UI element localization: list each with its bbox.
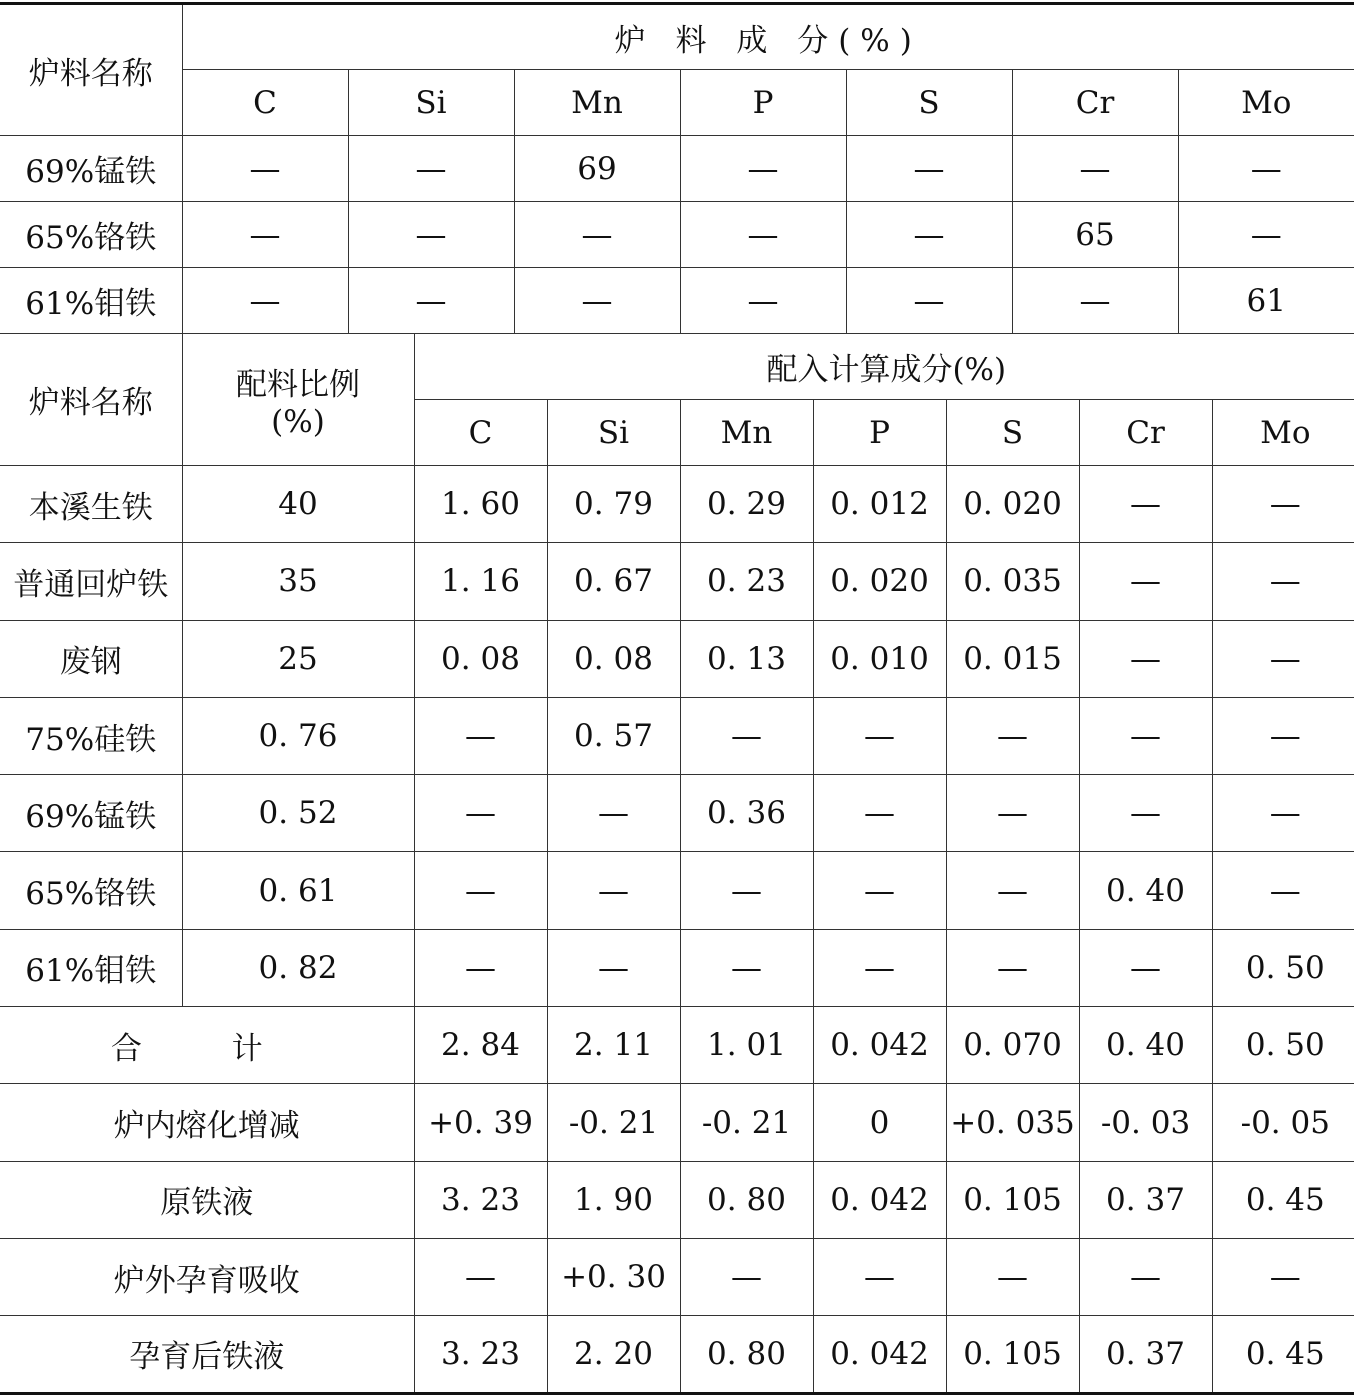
cell: 0. 40 [1079, 1007, 1212, 1084]
cell: — [680, 929, 813, 1006]
table-row [0, 466, 1354, 543]
cell: 0. 08 [414, 620, 547, 697]
cell: — [547, 852, 680, 929]
cell: — [348, 268, 514, 334]
cell: — [514, 268, 680, 334]
cell: 2. 84 [414, 1007, 547, 1084]
cell: — [680, 136, 846, 202]
cell: — [1212, 543, 1354, 620]
row-name: 75%硅铁 [0, 697, 182, 774]
cell: — [946, 852, 1079, 929]
cell: — [813, 1238, 946, 1315]
cell: — [1079, 1238, 1212, 1315]
cell: 2. 20 [547, 1316, 680, 1393]
cell: — [414, 852, 547, 929]
cell: — [813, 929, 946, 1006]
cell: 0. 035 [946, 543, 1079, 620]
cell: — [182, 136, 348, 202]
ratio-cell: 40 [182, 466, 414, 543]
ratio-header-line1: 配料比例 [236, 367, 360, 403]
cell: 0. 79 [547, 466, 680, 543]
cell: 0. 105 [946, 1161, 1079, 1238]
cell: 0. 50 [1212, 1007, 1354, 1084]
cell: 1. 16 [414, 543, 547, 620]
cell: 0. 13 [680, 620, 813, 697]
cell: — [514, 202, 680, 268]
cell: -0. 05 [1212, 1084, 1354, 1161]
t1-element-header: Mo [1178, 70, 1354, 136]
cell: — [1012, 136, 1178, 202]
cell: 0. 042 [813, 1161, 946, 1238]
t2-element-header: S [946, 400, 1079, 466]
row-name: 69%锰铁 [0, 136, 182, 202]
cell: — [846, 202, 1012, 268]
t1-group-header: 炉 料 成 分(%) [182, 4, 1354, 70]
t2-element-header: Cr [1079, 400, 1212, 466]
cell: — [1212, 1238, 1354, 1315]
summary-row [0, 1238, 1354, 1315]
cell: 0 [813, 1084, 946, 1161]
row-name: 69%锰铁 [0, 775, 182, 852]
cell: +0. 39 [414, 1084, 547, 1161]
cell: 65 [1012, 202, 1178, 268]
cell: — [946, 775, 1079, 852]
t1-name-header: 炉料名称 [0, 4, 182, 136]
cell: — [680, 697, 813, 774]
cell: — [946, 697, 1079, 774]
cell: 2. 11 [547, 1007, 680, 1084]
table-row [0, 697, 1354, 774]
cell: — [1212, 620, 1354, 697]
table-row [0, 620, 1354, 697]
cell: — [1079, 466, 1212, 543]
t2-group-header: 配入计算成分(%) [414, 334, 1354, 400]
cell: — [1212, 852, 1354, 929]
t2-element-header: Mn [680, 400, 813, 466]
summary-label: 炉外孕育吸收 [0, 1238, 414, 1315]
cell: 0. 50 [1212, 929, 1354, 1006]
cell: — [182, 268, 348, 334]
cell: — [182, 202, 348, 268]
cell: — [1079, 543, 1212, 620]
cell: 1. 01 [680, 1007, 813, 1084]
cell: — [1178, 202, 1354, 268]
row-name: 废钢 [0, 620, 182, 697]
cell: 0. 070 [946, 1007, 1079, 1084]
summary-label: 孕育后铁液 [0, 1316, 414, 1393]
table-row [0, 852, 1354, 929]
t2-element-header: Mo [1212, 400, 1354, 466]
table-row [0, 268, 1354, 334]
cell: 69 [514, 136, 680, 202]
cell: 61 [1178, 268, 1354, 334]
cell: 0. 57 [547, 697, 680, 774]
t1-element-header: Cr [1012, 70, 1178, 136]
t1-element-header: Mn [514, 70, 680, 136]
cell: — [680, 1238, 813, 1315]
cell: 0. 020 [946, 466, 1079, 543]
ratio-cell: 0. 82 [182, 929, 414, 1006]
summary-row [0, 1007, 1354, 1084]
cell: — [547, 929, 680, 1006]
cell: — [414, 775, 547, 852]
cell: 3. 23 [414, 1161, 547, 1238]
cell: 0. 29 [680, 466, 813, 543]
charge-composition-table [0, 2, 1354, 334]
cell: — [813, 697, 946, 774]
cell: — [946, 929, 1079, 1006]
cell: 3. 23 [414, 1316, 547, 1393]
summary-row [0, 1316, 1354, 1393]
t1-element-header: Si [348, 70, 514, 136]
t1-element-header: P [680, 70, 846, 136]
cell: 0. 042 [813, 1316, 946, 1393]
cell: 0. 45 [1212, 1316, 1354, 1393]
cell: +0. 035 [946, 1084, 1079, 1161]
row-name: 61%钼铁 [0, 268, 182, 334]
cell: — [846, 136, 1012, 202]
cell: 0. 015 [946, 620, 1079, 697]
cell: — [1212, 775, 1354, 852]
t2-element-header: P [813, 400, 946, 466]
summary-label: 原铁液 [0, 1161, 414, 1238]
ratio-cell: 25 [182, 620, 414, 697]
ratio-cell: 35 [182, 543, 414, 620]
row-name: 61%钼铁 [0, 929, 182, 1006]
t2-element-header: C [414, 400, 547, 466]
ratio-cell: 0. 52 [182, 775, 414, 852]
cell: 0. 37 [1079, 1316, 1212, 1393]
t1-element-header: C [182, 70, 348, 136]
cell: 0. 37 [1079, 1161, 1212, 1238]
cell: — [680, 268, 846, 334]
cell: — [1079, 929, 1212, 1006]
cell: 0. 012 [813, 466, 946, 543]
cell: 0. 45 [1212, 1161, 1354, 1238]
t2-ratio-header [182, 334, 414, 466]
cell: 0. 80 [680, 1316, 813, 1393]
cell: — [680, 852, 813, 929]
cell: — [813, 852, 946, 929]
cell: -0. 21 [547, 1084, 680, 1161]
row-name: 65%铬铁 [0, 852, 182, 929]
table-row [0, 929, 1354, 1006]
cell: 0. 042 [813, 1007, 946, 1084]
t2-name-header: 炉料名称 [0, 334, 182, 466]
cell: — [414, 929, 547, 1006]
cell: — [414, 697, 547, 774]
ratio-cell: 0. 61 [182, 852, 414, 929]
cell: — [1212, 697, 1354, 774]
cell: -0. 03 [1079, 1084, 1212, 1161]
cell: 1. 60 [414, 466, 547, 543]
table-row [0, 202, 1354, 268]
summary-row [0, 1161, 1354, 1238]
row-name: 本溪生铁 [0, 466, 182, 543]
cell: — [547, 775, 680, 852]
cell: 0. 105 [946, 1316, 1079, 1393]
table-row [0, 775, 1354, 852]
cell: 0. 36 [680, 775, 813, 852]
summary-label: 炉内熔化增减 [0, 1084, 414, 1161]
cell: — [1079, 775, 1212, 852]
cell: 0. 08 [547, 620, 680, 697]
t1-element-header: S [846, 70, 1012, 136]
cell: — [1079, 697, 1212, 774]
cell: 0. 40 [1079, 852, 1212, 929]
cell: 0. 010 [813, 620, 946, 697]
cell: — [1178, 136, 1354, 202]
cell: — [846, 268, 1012, 334]
ratio-header-line2: (%) [271, 404, 325, 440]
cell: — [1079, 620, 1212, 697]
ratio-cell: 0. 76 [182, 697, 414, 774]
cell: — [414, 1238, 547, 1315]
cell: — [348, 136, 514, 202]
cell: 0. 020 [813, 543, 946, 620]
cell: — [680, 202, 846, 268]
table-row [0, 136, 1354, 202]
row-name: 65%铬铁 [0, 202, 182, 268]
t2-element-header: Si [547, 400, 680, 466]
cell: — [1012, 268, 1178, 334]
cell: 0. 67 [547, 543, 680, 620]
cell: +0. 30 [547, 1238, 680, 1315]
cell: — [946, 1238, 1079, 1315]
table-row [0, 543, 1354, 620]
calculated-composition-table [0, 333, 1354, 1395]
cell: — [348, 202, 514, 268]
cell: 0. 23 [680, 543, 813, 620]
row-name: 普通回炉铁 [0, 543, 182, 620]
cell: — [1212, 466, 1354, 543]
cell: 0. 80 [680, 1161, 813, 1238]
summary-row [0, 1084, 1354, 1161]
cell: -0. 21 [680, 1084, 813, 1161]
summary-label: 合 计 [0, 1007, 414, 1084]
cell: — [813, 775, 946, 852]
cell: 1. 90 [547, 1161, 680, 1238]
